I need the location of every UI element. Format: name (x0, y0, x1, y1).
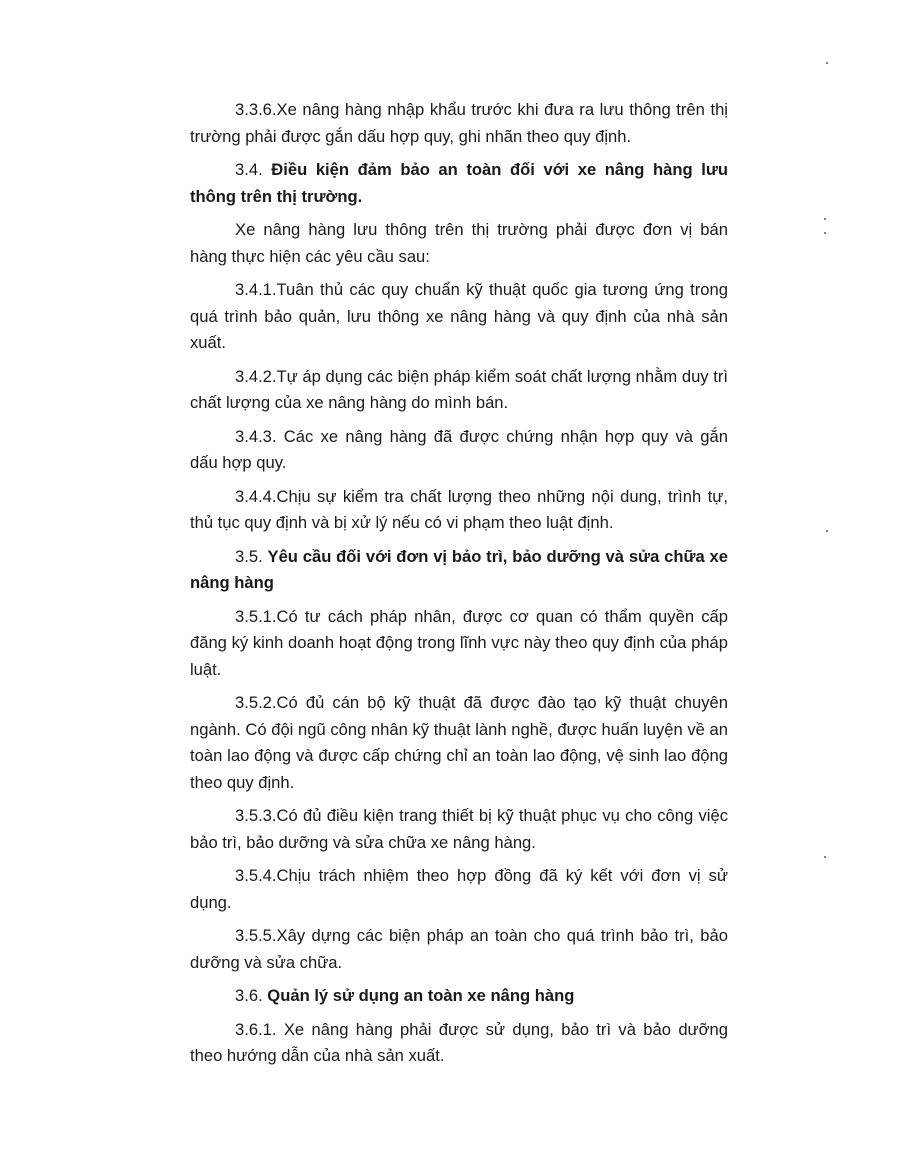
paragraph-3-5-5: 3.5.5.Xây dựng các biện pháp an toàn cho quá trình bảo trì, bảo dưỡng và sửa chữa. (190, 926, 728, 972)
paragraph-3-4-1: 3.4.1.Tuân thủ các quy chuẩn kỹ thuật quốc gia tương ứng trong quá trình bảo quản, lưu thông xe nâng hàng và quy định của nhà sản xuất. (190, 280, 728, 352)
section-number: 3.4. (235, 160, 272, 179)
paragraph-3-5-4: 3.5.4.Chịu trách nhiệm theo hợp đồng đã ký kết với đơn vị sử dụng. (190, 866, 728, 912)
paragraph-3-5-2: 3.5.2.Có đủ cán bộ kỹ thuật đã được đào tạo kỹ thuật chuyên ngành. Có đội ngũ công nhân kỹ thuật lành nghề, được huấn luyện về an toàn lao động và được cấp chứng chỉ an toàn lao động, vệ sinh lao động theo quy định. (190, 693, 728, 792)
paragraph-3-6-1: 3.6.1. Xe nâng hàng phải được sử dụng, bảo trì và bảo dưỡng theo hướng dẫn của nhà sản xuất. (190, 1019, 728, 1065)
paragraph-3-4-2: 3.4.2.Tự áp dụng các biện pháp kiểm soát chất lượng nhằm duy trì chất lượng của xe nâng hàng do mình bán. (190, 366, 728, 412)
paragraph-3-5-3: 3.5.3.Có đủ điều kiện trang thiết bị kỹ thuật phục vụ cho công việc bảo trì, bảo dưỡng và sửa chữa xe nâng hàng. (190, 806, 728, 852)
scan-speck (824, 218, 826, 220)
section-heading-3-5 (190, 544, 728, 597)
section-heading-3-6 (190, 983, 728, 1010)
paragraph-3-4-4: 3.4.4.Chịu sự kiểm tra chất lượng theo những nội dung, trình tự, thủ tục quy định và bị xử lý nếu có vi phạm theo luật định. (190, 486, 728, 532)
scan-speck (826, 62, 828, 64)
section-number: 3.6. (235, 986, 268, 1005)
paragraph-3-5-1: 3.5.1.Có tư cách pháp nhân, được cơ quan có thẩm quyền cấp đăng ký kinh doanh hoạt động trong lĩnh vực này theo quy định của pháp luật. (190, 606, 728, 679)
document-body (190, 97, 728, 1077)
section-title: Điều kiện đảm bảo an toàn đối với xe nâng hàng lưu thông trên thị trường. (190, 160, 728, 206)
section-number: 3.5. (235, 546, 268, 566)
paragraph-intro-3-4: Xe nâng hàng lưu thông trên thị trường phải được đơn vị bán hàng thực hiện các yêu cầu sau: (190, 220, 728, 266)
scan-speck (826, 530, 828, 532)
section-title: Quản lý sử dụng an toàn xe nâng hàng (267, 986, 575, 1005)
scan-speck (824, 856, 826, 858)
scan-speck (824, 232, 826, 234)
paragraph-3-4-3: 3.4.3. Các xe nâng hàng đã được chứng nhận hợp quy và gắn dấu hợp quy. (190, 426, 728, 472)
section-heading-3-4 (190, 157, 728, 210)
paragraph-3-3-6: 3.3.6.Xe nâng hàng nhập khẩu trước khi đưa ra lưu thông trên thị trường phải được gắn dấu hợp quy, ghi nhãn theo quy định. (190, 100, 728, 146)
section-title: Yêu cầu đối với đơn vị bảo trì, bảo dưỡng và sửa chữa xe nâng hàng (190, 546, 728, 592)
